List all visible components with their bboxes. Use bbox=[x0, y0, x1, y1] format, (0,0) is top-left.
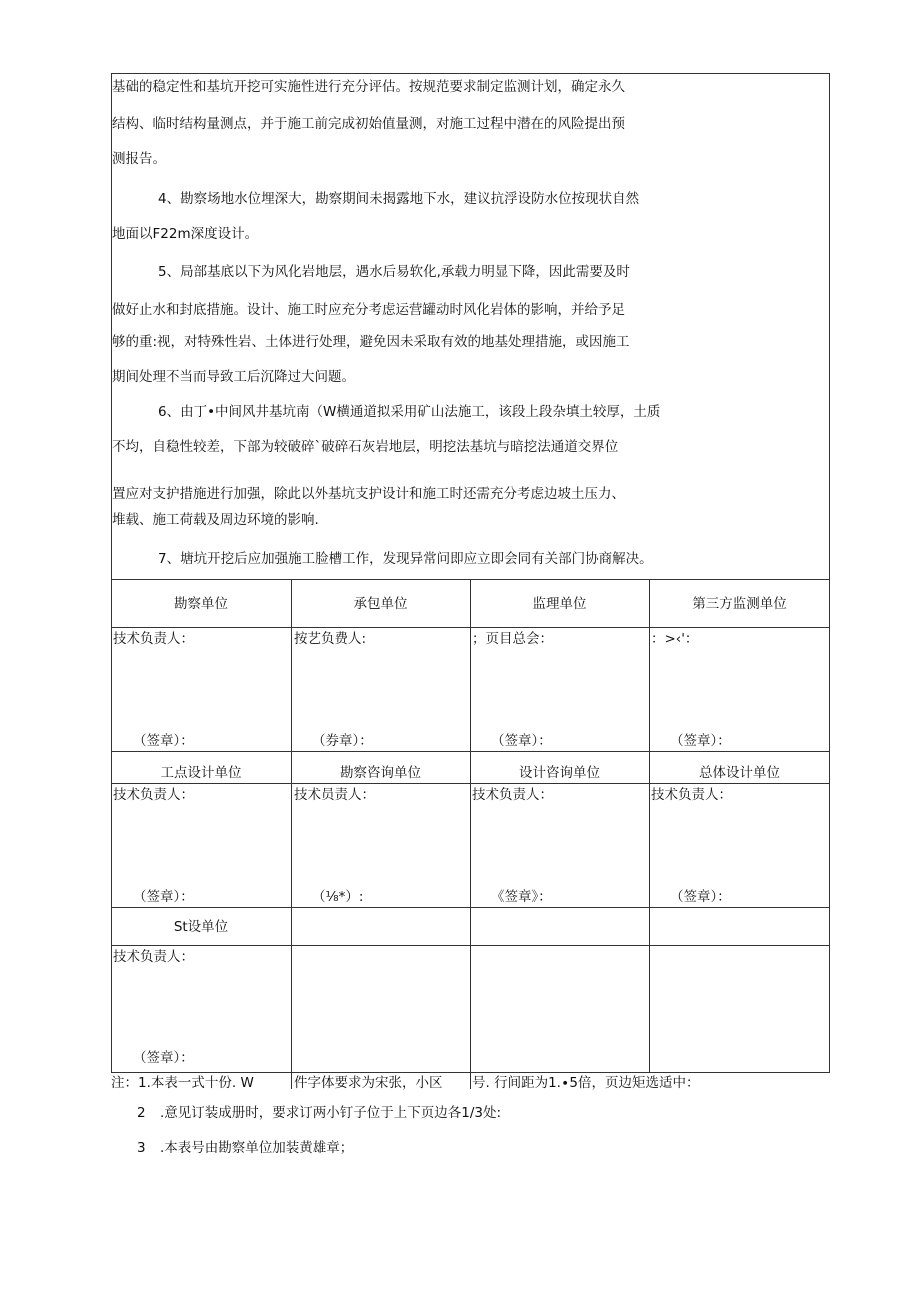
body-line-1: 基础的稳定性和基坑开挖可实施性进行充分评估。按规范要求制定监测计划，确定永久 bbox=[112, 79, 625, 95]
row3-person-1: 技术负责人： bbox=[113, 949, 194, 965]
col-divider-3 bbox=[649, 579, 650, 1073]
body-line-3: 测报告。 bbox=[112, 151, 166, 167]
body-line-10: 6、由丁•中间风井基坑南（W横通道拟采用矿山法施工，该段上段杂填土较厚，土质 bbox=[158, 404, 661, 420]
note-3-text: .本表号由勘察单位加装黄雄章； bbox=[160, 1140, 354, 1156]
header-general-design-unit: 总体设计单位 bbox=[699, 765, 780, 781]
body-line-2: 结构、临时结构量测点，并于施工前完成初始值量测，对施工过程中潜在的风险提出预 bbox=[112, 116, 625, 132]
row2-seal-4: （签章）： bbox=[670, 889, 731, 905]
row1-seal-4: （签章）： bbox=[670, 733, 731, 749]
header-third-party-monitor: 第三方监测单位 bbox=[692, 596, 787, 612]
row1-person-3: ；页目总会： bbox=[472, 631, 553, 647]
row1-person-4: ：>‹'： bbox=[651, 631, 699, 647]
note-1-part-c: 号. 行间距为1.∙5倍，页边矩选适中： bbox=[472, 1075, 700, 1091]
body-line-7: 做好止水和封底措施。设计、施工时应充分考虑运营罐动时风化岩体的影响，并给予足 bbox=[112, 302, 625, 318]
header-survey-unit: 勘察单位 bbox=[174, 596, 228, 612]
row2-person-3: 技术负责人： bbox=[472, 787, 553, 803]
row2-person-1: 技术负责人： bbox=[113, 787, 194, 803]
body-line-6: 5、局部基底以下为风化岩地层，遇水后易软化,承载力明显下降，因此需要及时 bbox=[158, 264, 630, 280]
row1-person-1: 技术负责人： bbox=[113, 631, 194, 647]
note-3-number: 3 bbox=[137, 1140, 146, 1156]
body-line-13: 堆载、施工荷载及周边环境的影响. bbox=[112, 512, 319, 528]
header-supervision-unit: 监理单位 bbox=[532, 596, 587, 612]
body-line-8: 够的重:视，对特殊性岩、土体进行处理，避免因未采取有效的地基处理措施，或因施工 bbox=[112, 334, 630, 350]
row2-person-2: 技术员责人： bbox=[294, 787, 375, 803]
row2-seal-1: （签章）： bbox=[133, 889, 194, 905]
body-line-11: 不均，自稳性较差，下部为较破碎`破碎石灰岩地层，明挖法基坑与暗挖法通道交界位 bbox=[112, 439, 619, 455]
col-divider-2 bbox=[470, 579, 471, 1089]
row3-seal-1: （签章）： bbox=[133, 1050, 194, 1066]
row1-seal-1: （签章）： bbox=[133, 733, 194, 749]
note-2-text: .意见订装成册时，要求订两小钉子位于上下页边各1/3处: bbox=[160, 1105, 502, 1121]
body-line-12: 置应对支护措施进行加强，除此以外基坑支护设计和施工时还需充分考虑边坡土压力、 bbox=[112, 486, 625, 502]
body-line-9: 期间处理不当而导致工后沉降过大问题。 bbox=[112, 369, 355, 385]
header-survey-consult-unit: 勘察咨询单位 bbox=[340, 765, 421, 781]
body-line-4: 4、勘察场地水位埋深大，勘察期间未揭露地下水，建议抗浮设防水位按现状自然 bbox=[158, 191, 640, 207]
row1-seal-2: （券章）： bbox=[312, 733, 373, 749]
body-line-14: 7、塘坑开挖后应加强施工脸槽工作，发现异常问即应立即会同有关部门协商解决。 bbox=[158, 551, 653, 567]
note-2-number: 2 bbox=[137, 1105, 146, 1121]
header-site-design-unit: 工点设计单位 bbox=[160, 765, 242, 781]
row1-person-2: 按艺负费人: bbox=[294, 631, 367, 647]
body-line-5: 地面以F22m深度设计。 bbox=[112, 226, 259, 242]
note-1-part-a: 注：1.本表一式十份. W bbox=[111, 1075, 254, 1091]
row2-person-4: 技术负责人： bbox=[651, 787, 732, 803]
row1-seal-3: （签章）： bbox=[491, 733, 552, 749]
col-divider-1 bbox=[291, 579, 292, 1089]
note-1-part-b: 件字体要求为宋张，小区 bbox=[294, 1075, 443, 1091]
row2-seal-3: 《签章》： bbox=[491, 889, 552, 905]
header-contractor-unit: 承包单位 bbox=[353, 596, 408, 612]
header-construction-unit: St设单位 bbox=[173, 919, 229, 935]
row2-seal-2: （⅛*）: bbox=[312, 889, 364, 905]
header-design-consult-unit: 设计咨询单位 bbox=[519, 765, 600, 781]
